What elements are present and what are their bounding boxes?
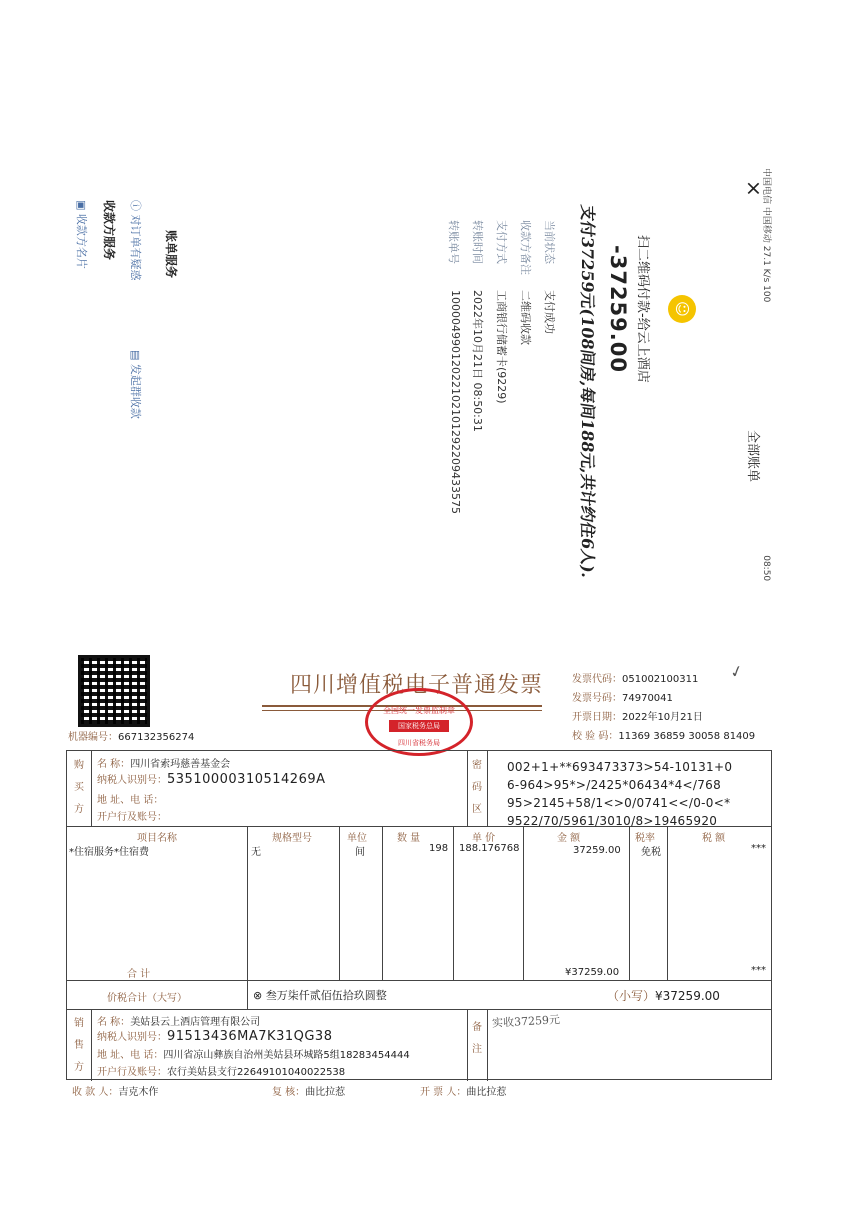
- seller-tax-id: 91513436MA7K31QG38: [167, 1029, 333, 1044]
- detail-row: [486, 220, 510, 514]
- payee-name: 吉克木作: [118, 1087, 159, 1098]
- review-label: 复 核：: [272, 1087, 306, 1098]
- link-label: 对订单有疑惑: [129, 214, 142, 281]
- buyer-name-label: 名 称：: [97, 759, 131, 770]
- cipher-zone-label: 密码区: [472, 760, 482, 815]
- buyer-addr-label: 地 址、电 话：: [97, 795, 164, 806]
- sum-label: 价税合计（大写）: [107, 993, 187, 1004]
- detail-row: [438, 220, 462, 514]
- payee-label: 收 款 人：: [72, 1087, 119, 1098]
- divider: [467, 1009, 468, 1081]
- machine-number: [68, 728, 194, 743]
- cipher-line: 6-964>95*>/2425*06434*4</768: [507, 778, 722, 792]
- detail-label: 收款方备注: [519, 220, 532, 275]
- reviewer-signature: [272, 1083, 345, 1098]
- payment-title: 扫二维码付款-给云上酒店: [635, 235, 650, 383]
- drawer-label: 开 票 人：: [420, 1087, 467, 1098]
- seller-name-label: 名 称：: [97, 1017, 131, 1028]
- buyer-name: 四川省索玛慈善基金会: [130, 759, 231, 770]
- sum-words: 叁万柒仟贰佰伍拾玖圆整: [265, 989, 387, 1002]
- seal-top-text: 全国统一发票监制章: [383, 706, 455, 715]
- invoice-meta: [572, 670, 755, 746]
- divider: [67, 980, 771, 981]
- cipher-block: [507, 758, 732, 830]
- sum-small-label: （小写）: [607, 989, 656, 1003]
- line-item-unit: 间: [355, 847, 365, 858]
- buyer-tax-label: 纳税人识别号：: [97, 775, 167, 786]
- header-unit: 单位: [347, 833, 367, 844]
- page-title: 全部账单: [745, 430, 760, 483]
- payee-signature: [72, 1083, 158, 1098]
- divider: [487, 1009, 488, 1081]
- invoice-table: [66, 750, 772, 1080]
- line-item-tax: ***: [751, 843, 766, 854]
- net-speed: 27.1 K/s: [761, 245, 771, 283]
- merchant-logo-icon: ☺: [668, 295, 696, 323]
- divider: [453, 826, 454, 980]
- drawer-name: 曲比拉惹: [466, 1087, 507, 1098]
- line-item-spec: 无: [251, 847, 261, 858]
- seller-address: 四川省凉山彝族自治州美姑县环城路5组18283454444: [163, 1050, 410, 1061]
- seller-label: 销售方: [74, 1018, 84, 1073]
- qr-code-icon: [78, 655, 150, 727]
- sum-small: ¥37259.00: [655, 989, 720, 1003]
- divider: [91, 751, 92, 826]
- payment-amount: -37259.00: [606, 245, 630, 373]
- divider: [487, 751, 488, 826]
- divider: [91, 1009, 92, 1081]
- status-time: 08:50: [761, 555, 771, 582]
- drawer-signature: [420, 1083, 506, 1098]
- cross-circle-icon: ⊗: [253, 989, 263, 1002]
- divider: [382, 826, 383, 980]
- meta-key: 校 验 码：: [572, 731, 619, 742]
- header-amount: 金 额: [557, 833, 581, 844]
- total-label: 合 计: [127, 969, 151, 980]
- header-qty: 数 量: [397, 833, 421, 844]
- header-rate: 税率: [635, 833, 655, 844]
- tax-seal-stamp: [365, 688, 473, 756]
- handwritten-note: 支付37259元(108间房,每间188元,共计约住6人).: [578, 203, 597, 580]
- detail-label: 转账时间: [471, 220, 484, 264]
- detail-row: [462, 220, 486, 514]
- link-label: 收款方名片: [75, 213, 88, 269]
- battery-text: 100: [761, 285, 771, 303]
- meta-value: 74970041: [622, 693, 673, 704]
- section-bill-service: 账单服务: [164, 230, 178, 279]
- cipher-line: 95>2145+58/1<>0/0741<</0-0<*: [507, 796, 731, 810]
- buyer-bank-label: 开户行及账号：: [97, 812, 167, 823]
- detail-value: 工商银行储蓄卡(9229): [495, 290, 508, 404]
- total-amount: ¥37259.00: [565, 967, 620, 978]
- payee-card-link[interactable]: ▣ 收款方名片: [75, 200, 88, 269]
- detail-row: [510, 220, 534, 514]
- divider: [67, 1009, 771, 1010]
- buyer-tax-id: 53510000310514269A: [167, 772, 326, 787]
- buyer-label: 购买方: [74, 760, 84, 815]
- order-question-link[interactable]: ⓘ 对订单有疑惑: [129, 200, 142, 281]
- invoice-title: 四川增值税电子普通发票: [290, 673, 544, 698]
- divider: [247, 826, 248, 1009]
- payment-details: [438, 220, 558, 514]
- detail-label: 支付方式: [495, 220, 508, 264]
- cipher-line: 9522/70/5961/3010/8>19465920: [507, 814, 718, 828]
- header-item: 项目名称: [137, 833, 177, 844]
- machine-label: 机器编号：: [68, 732, 118, 743]
- detail-value: 支付成功: [543, 290, 556, 334]
- group-collect-link[interactable]: ▤ 发起群收款: [129, 350, 142, 419]
- carrier-text: 中国电信 中国移动: [761, 168, 771, 243]
- detail-value: 2022年10月21日 08:50:31: [471, 290, 484, 432]
- header-price: 单 价: [472, 833, 496, 844]
- check-mark-icon: ✓: [727, 660, 746, 683]
- seal-band-text: 国家税务总局: [389, 720, 449, 732]
- divider: [629, 826, 630, 980]
- seller-bank-label: 开户行及账号：: [97, 1067, 167, 1078]
- meta-key: 发票代码：: [572, 674, 622, 685]
- detail-value: 二维码收款: [519, 290, 532, 345]
- detail-label: 当前状态: [543, 220, 556, 264]
- detail-row: [534, 220, 558, 514]
- review-name: 曲比拉惹: [305, 1087, 346, 1098]
- handwritten-note: 实收37259元: [491, 1013, 561, 1030]
- meta-row: [572, 708, 755, 727]
- seller-addr-label: 地 址、电 话：: [97, 1050, 164, 1061]
- meta-key: 开票日期：: [572, 712, 622, 723]
- cipher-line: 002+1+**693473373>54-10131+0: [507, 760, 733, 774]
- close-icon[interactable]: ×: [742, 180, 766, 197]
- seller-tax-label: 纳税人识别号：: [97, 1032, 167, 1043]
- meta-value: 2022年10月21日: [622, 712, 703, 723]
- line-item-rate: 免税: [641, 847, 661, 858]
- line-item-qty: 198: [429, 843, 449, 854]
- meta-key: 发票号码：: [572, 693, 622, 704]
- total-tax: ***: [751, 965, 766, 976]
- header-spec: 规格型号: [272, 833, 312, 844]
- line-item-name: *住宿服务*住宿费: [69, 847, 149, 858]
- meta-row: [572, 689, 755, 708]
- divider: [339, 826, 340, 980]
- header-tax: 税 额: [702, 833, 726, 844]
- meta-value: 11369 36859 30058 81409: [618, 731, 756, 742]
- seller-name: 美姑县云上酒店管理有限公司: [130, 1017, 261, 1028]
- divider: [467, 751, 468, 826]
- detail-value: 10000499012022102101292209433575: [449, 290, 462, 514]
- line-item-amount: 37259.00: [573, 845, 621, 856]
- divider: [523, 826, 524, 980]
- section-payee-service: 收款方服务: [102, 200, 116, 261]
- divider: [667, 826, 668, 980]
- seller-bank: 农行美姑县支行22649101040022538: [167, 1067, 346, 1078]
- status-bar: [761, 168, 774, 581]
- line-item-price: 188.176768: [459, 843, 520, 854]
- note-label: 备注: [472, 1022, 482, 1055]
- link-label: 发起群收款: [129, 363, 142, 419]
- meta-row: [572, 670, 755, 689]
- seal-city-text: 四川省税务局: [398, 739, 440, 747]
- machine-value: 667132356274: [118, 732, 195, 743]
- meta-value: 051002100311: [622, 674, 699, 685]
- meta-row: [572, 727, 755, 746]
- detail-label: 转账单号: [447, 220, 460, 264]
